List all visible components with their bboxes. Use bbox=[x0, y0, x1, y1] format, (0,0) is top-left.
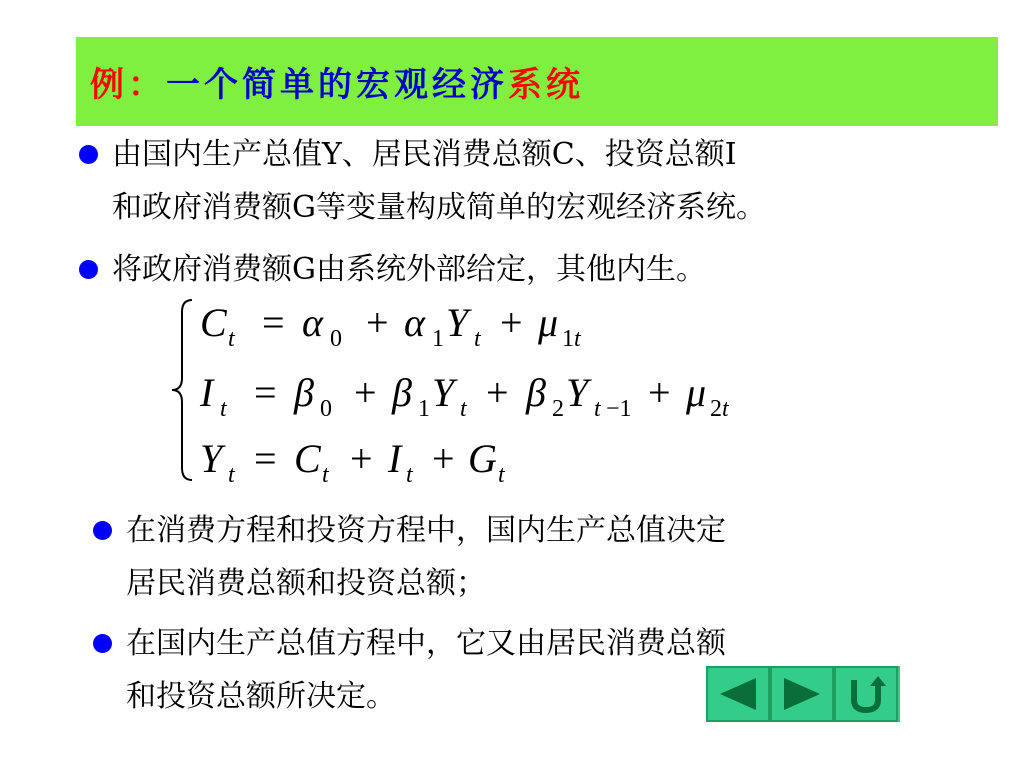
svg-text:2: 2 bbox=[710, 396, 722, 422]
bullet-icon bbox=[79, 145, 98, 164]
eq1-lhs: C bbox=[200, 300, 227, 345]
svg-text:t: t bbox=[722, 396, 729, 422]
bullet-1-line-1: 由国内生产总值Y、居民消费总额C、投资总额I bbox=[112, 137, 737, 172]
svg-text:t: t bbox=[594, 396, 601, 422]
svg-text:+: + bbox=[366, 300, 389, 345]
bullet-text-4 bbox=[126, 617, 726, 723]
svg-text:I: I bbox=[388, 436, 402, 481]
eq3-lhs: Y bbox=[200, 436, 223, 481]
svg-text:1: 1 bbox=[432, 326, 444, 352]
return-icon bbox=[844, 672, 888, 716]
equation-gdp bbox=[200, 436, 506, 488]
svg-text:β: β bbox=[294, 370, 314, 415]
bullet-icon bbox=[79, 260, 98, 279]
bullet-4-line-2: 和投资总额所决定。 bbox=[126, 679, 396, 714]
svg-text:=: = bbox=[254, 436, 277, 481]
bullet-icon bbox=[93, 634, 112, 653]
slide-title bbox=[90, 57, 584, 106]
bullet-text-1 bbox=[112, 128, 766, 234]
svg-text:t: t bbox=[322, 462, 329, 488]
svg-text:1: 1 bbox=[418, 396, 430, 422]
bullet-1-line-2: 和政府消费额G等变量构成简单的宏观经济系统。 bbox=[112, 190, 766, 225]
title-suffix: 系统 bbox=[508, 65, 584, 105]
svg-text:+: + bbox=[350, 436, 373, 481]
svg-text:Y: Y bbox=[432, 370, 455, 415]
next-button[interactable] bbox=[770, 666, 834, 722]
svg-text:−1: −1 bbox=[606, 396, 632, 422]
return-button[interactable] bbox=[834, 666, 898, 722]
svg-text:+: + bbox=[354, 370, 377, 415]
bullet-4-line-1: 在国内生产总值方程中，它又由居民消费总额 bbox=[126, 626, 726, 661]
equation-investment bbox=[199, 370, 730, 422]
svg-text:μ: μ bbox=[538, 300, 559, 345]
nav-panel bbox=[706, 666, 900, 722]
svg-text:+: + bbox=[432, 436, 455, 481]
svg-text:β: β bbox=[526, 370, 546, 415]
svg-text:t: t bbox=[460, 396, 467, 422]
equation-system bbox=[170, 290, 810, 490]
bullet-text-2 bbox=[112, 243, 706, 296]
svg-text:=: = bbox=[262, 300, 285, 345]
svg-text:0: 0 bbox=[330, 326, 342, 352]
bullet-icon bbox=[93, 521, 112, 540]
bullet-3-line-1: 在消费方程和投资方程中，国内生产总值决定 bbox=[126, 513, 726, 548]
eq2-lhs: I bbox=[200, 370, 214, 415]
arrow-right-icon bbox=[780, 674, 824, 714]
svg-text:G: G bbox=[468, 436, 497, 481]
bullet-2-line-1: 将政府消费额G由系统外部给定，其他内生。 bbox=[112, 252, 706, 287]
svg-text:2: 2 bbox=[552, 396, 564, 422]
svg-text:+: + bbox=[500, 300, 523, 345]
eq3-lhs-sub: t bbox=[228, 462, 235, 488]
svg-text:+: + bbox=[648, 370, 671, 415]
svg-text:α: α bbox=[404, 300, 425, 345]
svg-text:Y: Y bbox=[446, 300, 469, 345]
svg-text:μ: μ bbox=[686, 370, 707, 415]
svg-text:β: β bbox=[392, 370, 412, 415]
svg-text:t: t bbox=[406, 462, 413, 488]
equation-consumption bbox=[200, 300, 582, 352]
svg-text:=: = bbox=[254, 370, 277, 415]
title-bar bbox=[76, 37, 998, 126]
svg-text:t: t bbox=[498, 462, 505, 488]
svg-text:C: C bbox=[294, 436, 321, 481]
arrow-left-icon bbox=[716, 674, 760, 714]
title-prefix: 例： bbox=[90, 65, 166, 105]
eq1-lhs-sub: t bbox=[228, 326, 235, 352]
svg-text:1: 1 bbox=[562, 326, 574, 352]
svg-text:Y: Y bbox=[566, 370, 589, 415]
svg-text:α: α bbox=[302, 300, 323, 345]
svg-text:0: 0 bbox=[320, 396, 332, 422]
previous-button[interactable] bbox=[706, 666, 770, 722]
bullet-text-3 bbox=[126, 504, 726, 610]
eq2-lhs-sub: t bbox=[220, 396, 227, 422]
svg-text:t: t bbox=[474, 326, 481, 352]
svg-text:+: + bbox=[486, 370, 509, 415]
title-main: 一个简单的宏观经济 bbox=[166, 65, 508, 105]
svg-text:t: t bbox=[574, 326, 581, 352]
bullet-3-line-2: 居民消费总额和投资总额； bbox=[126, 566, 486, 601]
left-brace bbox=[172, 300, 192, 480]
